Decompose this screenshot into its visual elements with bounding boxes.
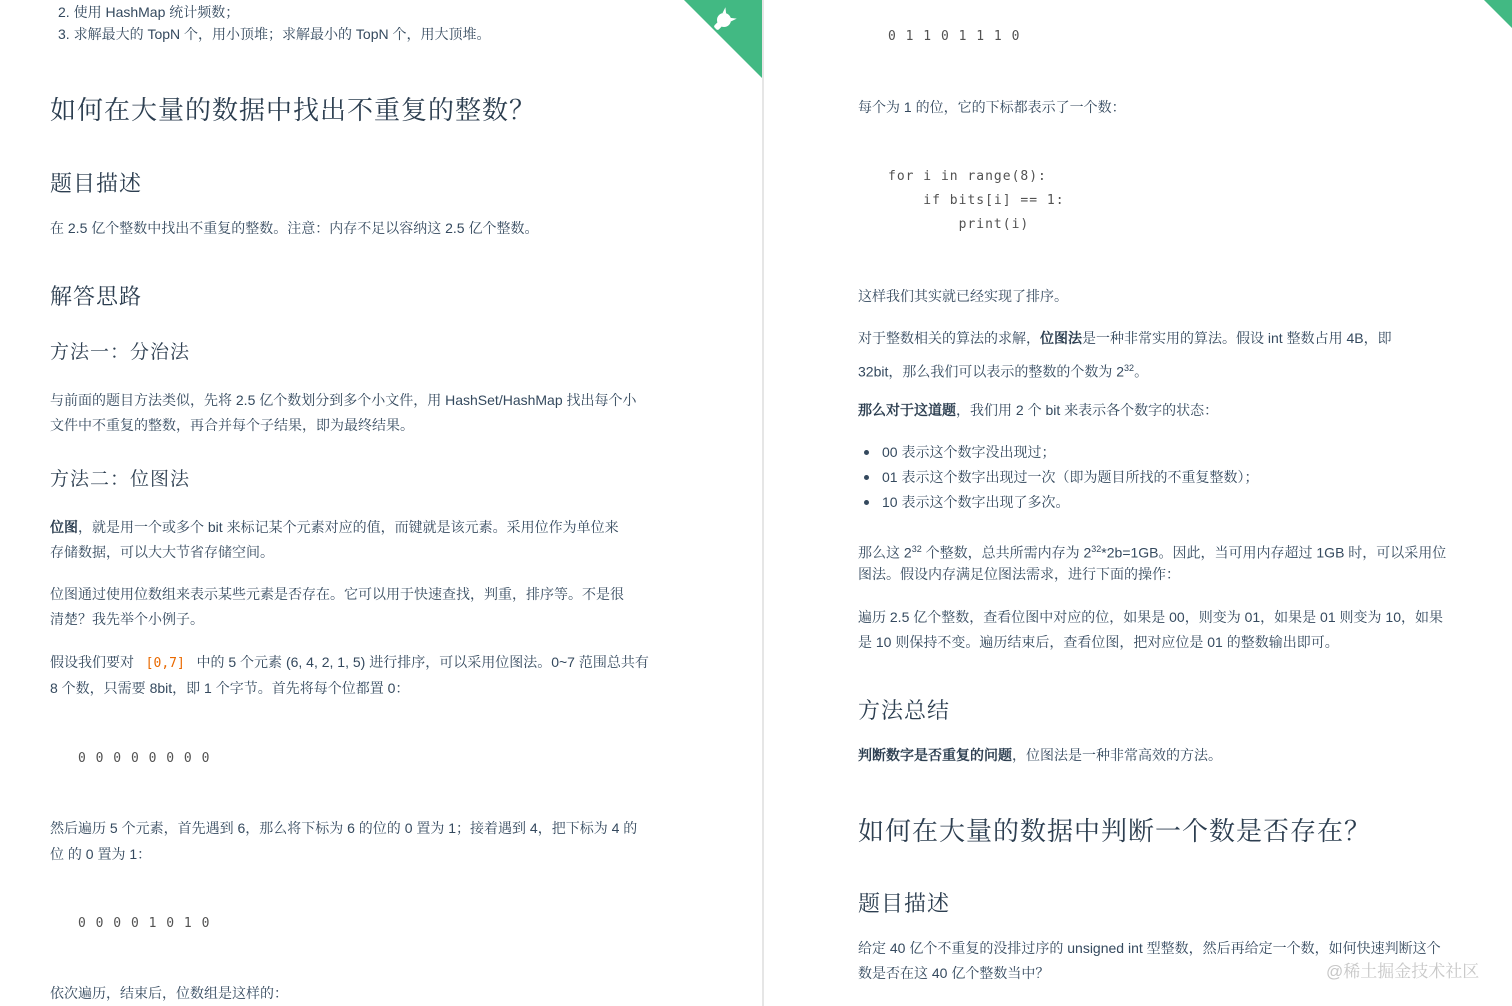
page-title-2: 如何在大量的数据中判断一个数是否存在？ bbox=[858, 816, 1372, 846]
int-bold: 位图法 bbox=[1040, 330, 1082, 346]
bitmap-text-line1 bbox=[50, 515, 619, 540]
problem-bold: 那么对于这道题 bbox=[858, 402, 956, 418]
subheading-method1: 方法一：分治法 bbox=[50, 342, 191, 363]
example-text-line1 bbox=[50, 650, 649, 676]
bitmap-text-line2: 存储数据，可以大大节省存储空间。 bbox=[50, 544, 274, 560]
summary-bold: 判断数字是否重复的问题 bbox=[858, 747, 1012, 763]
page-title: 如何在大量的数据中找出不重复的整数？ bbox=[50, 95, 537, 125]
each-one-text: 每个为 1 的位，它的下标都表示了一个数： bbox=[858, 99, 1126, 115]
sorted-text: 这样我们其实就已经实现了排序。 bbox=[858, 288, 1068, 304]
code-line: print(i) bbox=[888, 217, 1030, 232]
problem-text bbox=[858, 398, 1218, 423]
mem-sup1: 32 bbox=[911, 544, 922, 554]
int-post: 是一种非常实用的算法。假设 int 整数占用 4B，即 bbox=[1082, 330, 1392, 346]
mem-pre: 那么这 2 bbox=[858, 544, 912, 561]
section-heading-description: 题目描述 bbox=[50, 171, 143, 196]
description-text: 在 2.5 亿个整数中找出不重复的整数。注意：内存不足以容纳这 2.5 亿个整数。 bbox=[50, 220, 539, 236]
bit32-post: 。 bbox=[1134, 363, 1149, 380]
method1-text-line1: 与前面的题目方法类似，先将 2.5 亿个数划分到多个小文件，用 HashSet/HashMap 找出每个小 bbox=[50, 392, 637, 408]
int-text-line2 bbox=[858, 356, 1148, 385]
bitmap2-text-line2: 清楚？我先举个小例子。 bbox=[50, 611, 204, 627]
mem-sup2: 32 bbox=[1091, 544, 1102, 554]
subheading-method2: 方法二：位图法 bbox=[50, 469, 191, 490]
inline-code-range: [0,7] bbox=[145, 656, 185, 671]
list-item: 2. 使用 HashMap 统计频数； bbox=[58, 4, 240, 20]
method1-text-line2: 文件中不重复的整数，再合并每个子结果，即为最终结果。 bbox=[50, 417, 414, 433]
right-page bbox=[764, 0, 1512, 1006]
traverse-text-line1: 遍历 2.5 亿个整数，查看位图中对应的位，如果是 00，则变为 01，如果是 01 则变为 10，如果 bbox=[858, 609, 1443, 625]
description2-text-line2: 数是否在这 40 亿个整数当中？ bbox=[858, 965, 1050, 981]
summary-rest: ，位图法是一种非常高效的方法。 bbox=[1012, 747, 1222, 763]
problem-rest: ，我们用 2 个 bit 来表示各个数字的状态： bbox=[956, 402, 1219, 418]
corner-ribbon-icon bbox=[1484, 0, 1512, 28]
int-text-line1 bbox=[858, 326, 1392, 351]
state-list bbox=[858, 440, 1258, 515]
section-heading-solution: 解答思路 bbox=[50, 284, 143, 309]
code-line: for i in range(8): bbox=[888, 169, 1047, 184]
bitmap-term: 位图 bbox=[50, 519, 78, 535]
final-text: 依次遍历，结束后，位数组是这样的： bbox=[50, 985, 288, 1001]
traverse-text-line2: 是 10 则保持不变。遍历结束后，查看位图，把对应位是 01 的整数输出即可。 bbox=[858, 634, 1339, 650]
code-bits-zero: 0 0 0 0 0 0 0 0 bbox=[78, 751, 211, 766]
bit32-sup: 32 bbox=[1124, 363, 1135, 373]
bitmap2-text-line1: 位图通过使用位数组来表示某些元素是否存在。它可以用于快速查找，判重，排序等。不是很 bbox=[50, 586, 624, 602]
bitmap-definition: ，就是用一个或多个 bit 来标记某个元素对应的值，而键就是该元素。采用位作为单位来 bbox=[78, 519, 619, 535]
section-heading-description-2: 题目描述 bbox=[858, 891, 951, 916]
int-pre: 对于整数相关的算法的求解， bbox=[858, 330, 1040, 346]
bit32-pre: 32bit，那么我们可以表示的整数的个数为 2 bbox=[858, 363, 1125, 380]
watermark: @稀土掘金技术社区 bbox=[1326, 962, 1480, 981]
example-post: 中的 5 个元素 (6, 4, 2, 1, 5) 进行排序，可以采用位图法。0~7 范围总共有 bbox=[196, 654, 649, 670]
summary-text bbox=[858, 743, 1222, 768]
code-line: if bits[i] == 1: bbox=[888, 193, 1065, 208]
list-item: 3. 求解最大的 TopN 个，用小顶堆；求解最小的 TopN 个，用大顶堆。 bbox=[58, 26, 491, 42]
list-item: 00 表示这个数字没出现过； bbox=[858, 440, 1258, 465]
mem-post: *2b=1GB。因此，当可用内存超过 1GB 时，可以采用位 bbox=[1101, 544, 1447, 561]
code-bits-step: 0 0 0 0 1 0 1 0 bbox=[78, 916, 211, 931]
section-heading-summary: 方法总结 bbox=[858, 698, 951, 723]
mem-mid: 个整数，总共所需内存为 2 bbox=[921, 544, 1092, 561]
example-text-line2: 8 个数，只需要 8bit，即 1 个字节。首先将每个位都置 0： bbox=[50, 680, 410, 696]
github-corner-icon[interactable] bbox=[684, 0, 762, 78]
traverse-text-line1: 然后遍历 5 个元素，首先遇到 6，那么将下标为 6 的位的 0 置为 1；接着遇到 4，把下标为 4 的 bbox=[50, 820, 638, 836]
example-pre: 假设我们要对 bbox=[50, 654, 134, 670]
list-item: 10 表示这个数字出现了多次。 bbox=[858, 490, 1258, 515]
code-bits-final: 0 1 1 0 1 1 1 0 bbox=[888, 29, 1021, 44]
list-item: 01 表示这个数字出现过一次（即为题目所找的不重复整数）； bbox=[858, 465, 1258, 490]
memory-text-line2: 图法。假设内存满足位图法需求，进行下面的操作： bbox=[858, 566, 1180, 582]
traverse-text-line2: 位 的 0 置为 1： bbox=[50, 846, 152, 862]
description2-text-line1: 给定 40 亿个不重复的没排过序的 unsigned int 型整数，然后再给定一个数，如何快速判断这个 bbox=[858, 940, 1441, 956]
